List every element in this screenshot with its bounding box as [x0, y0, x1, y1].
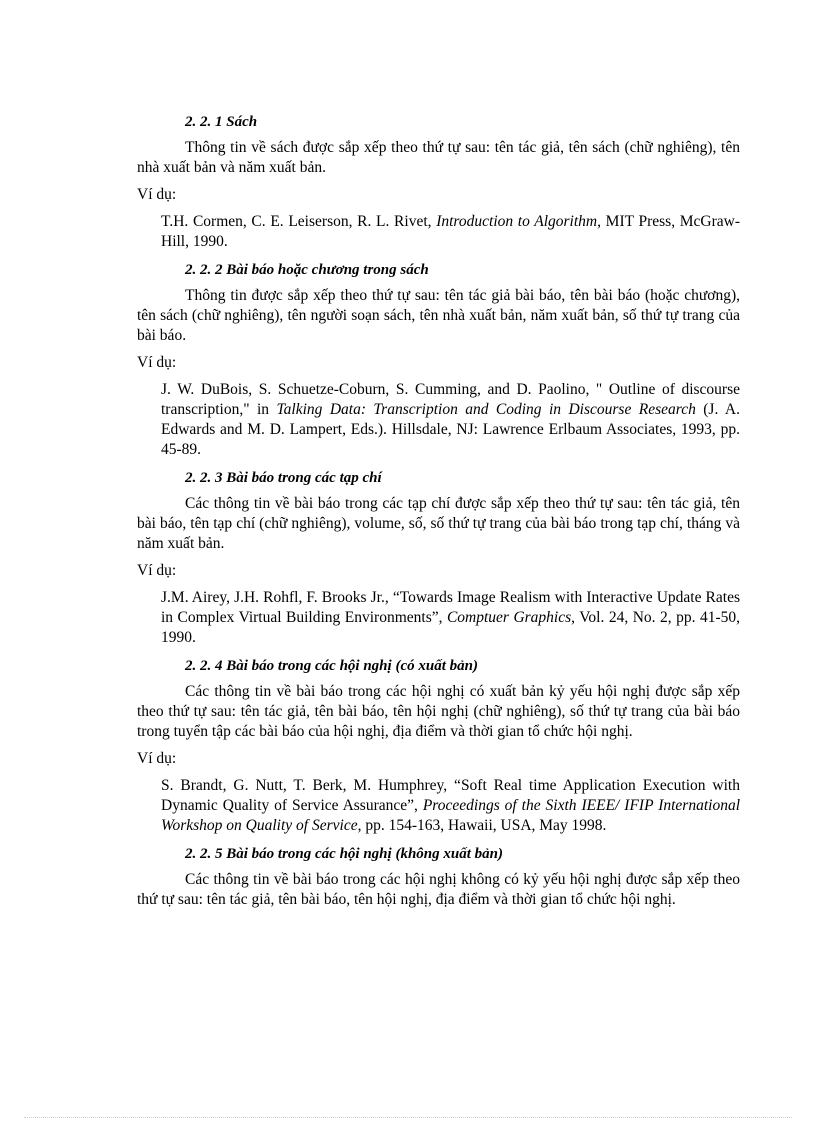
section-hoi-nghi-khong-xuat-ban — [137, 844, 740, 910]
reference-text: J.M. Airey, J.H. Rohfl, F. Brooks Jr., “Towards Image Realism with Interactive Update Rates in Complex Virtual Building Environments”, — [161, 589, 740, 626]
section-bai-bao-tap-chi — [137, 468, 740, 648]
reference-entry — [161, 588, 740, 648]
example-label: Ví dụ: — [137, 562, 177, 579]
section-heading: 2. 2. 5 Bài báo trong các hội nghị (không xuất bản) — [185, 846, 503, 862]
reference-text: T.H. Cormen, C. E. Leiserson, R. L. Rivet, — [161, 213, 437, 230]
section-heading: 2. 2. 3 Bài báo trong các tạp chí — [185, 470, 382, 486]
section-description: Các thông tin về bài báo trong các hội nghị có xuất bản kỷ yếu hội nghị được sắp xếp theo thứ tự sau: tên tác giả, tên bài báo, tên hội nghị (chữ nghiêng), số thứ tự trang của bài báo trong tuyển tập các bài báo của hội nghị, địa điểm và thời gian tổ chức hội nghị. — [137, 683, 740, 740]
reference-title: Proceedings of the Sixth IEEE/ IFIP International Workshop on Quality of Service — [161, 797, 740, 834]
reference-title: Introduction to Algorithm — [436, 213, 598, 230]
example-label: Ví dụ: — [137, 750, 177, 767]
reference-title: Talking Data: Transcription and Coding in Discourse Research — [276, 401, 696, 418]
reference-entry — [161, 212, 740, 252]
reference-text: , pp. 154-163, Hawaii, USA, May 1998. — [357, 817, 607, 834]
section-sach — [137, 112, 740, 252]
reference-text: , Vol. 24, No. 2, pp. 41-50, 1990. — [161, 609, 740, 646]
section-heading: 2. 2. 2 Bài báo hoặc chương trong sách — [185, 262, 429, 278]
section-description: Thông tin được sắp xếp theo thứ tự sau: tên tác giả bài báo, tên bài báo (hoặc chương), tên sách (chữ nghiêng), tên người soạn sách, tên nhà xuất bản, năm xuất bản, số thứ tự trang của bài báo. — [137, 287, 740, 344]
reference-text: S. Brandt, G. Nutt, T. Berk, M. Humphrey, “Soft Real time Application Execution with Dynamic Quality of Service Assurance”, — [161, 777, 740, 814]
page-bottom-rule — [24, 1117, 792, 1118]
reference-text: (J. A. Edwards and M. D. Lampert, Eds.). Hillsdale, NJ: Lawrence Erlbaum Associates, 1993, pp. 45-89. — [161, 401, 740, 458]
document-page — [137, 112, 740, 917]
section-heading: 2. 2. 4 Bài báo trong các hội nghị (có xuất bản) — [185, 658, 478, 674]
section-bai-bao-chuong-sach — [137, 260, 740, 460]
reference-entry — [161, 380, 740, 460]
section-heading: 2. 2. 1 Sách — [185, 114, 258, 130]
reference-entry — [161, 776, 740, 836]
section-description: Các thông tin về bài báo trong các hội nghị không có kỷ yếu hội nghị được sắp xếp theo thứ tự sau: tên tác giả, tên bài báo, tên hội nghị, địa điểm và thời gian tổ chức hội nghị. — [137, 871, 740, 908]
example-label: Ví dụ: — [137, 354, 177, 371]
example-label: Ví dụ: — [137, 186, 177, 203]
reference-text: , MIT Press, McGraw-Hill, 1990. — [161, 213, 741, 250]
reference-title: Comptuer Graphics — [446, 609, 572, 626]
section-description: Các thông tin về bài báo trong các tạp chí được sắp xếp theo thứ tự sau: tên tác giả, tên bài báo, tên tạp chí (chữ nghiêng), volume, số, số thứ tự trang của bài báo trong tạp chí, tháng và năm xuất bản. — [137, 495, 740, 552]
section-description: Thông tin về sách được sắp xếp theo thứ tự sau: tên tác giả, tên sách (chữ nghiêng), tên nhà xuất bản và năm xuất bản. — [137, 139, 740, 176]
section-hoi-nghi-co-xuat-ban — [137, 656, 740, 836]
reference-text: J. W. DuBois, S. Schuetze-Coburn, S. Cumming, and D. Paolino, " Outline of discourse transcription," in — [161, 381, 740, 418]
